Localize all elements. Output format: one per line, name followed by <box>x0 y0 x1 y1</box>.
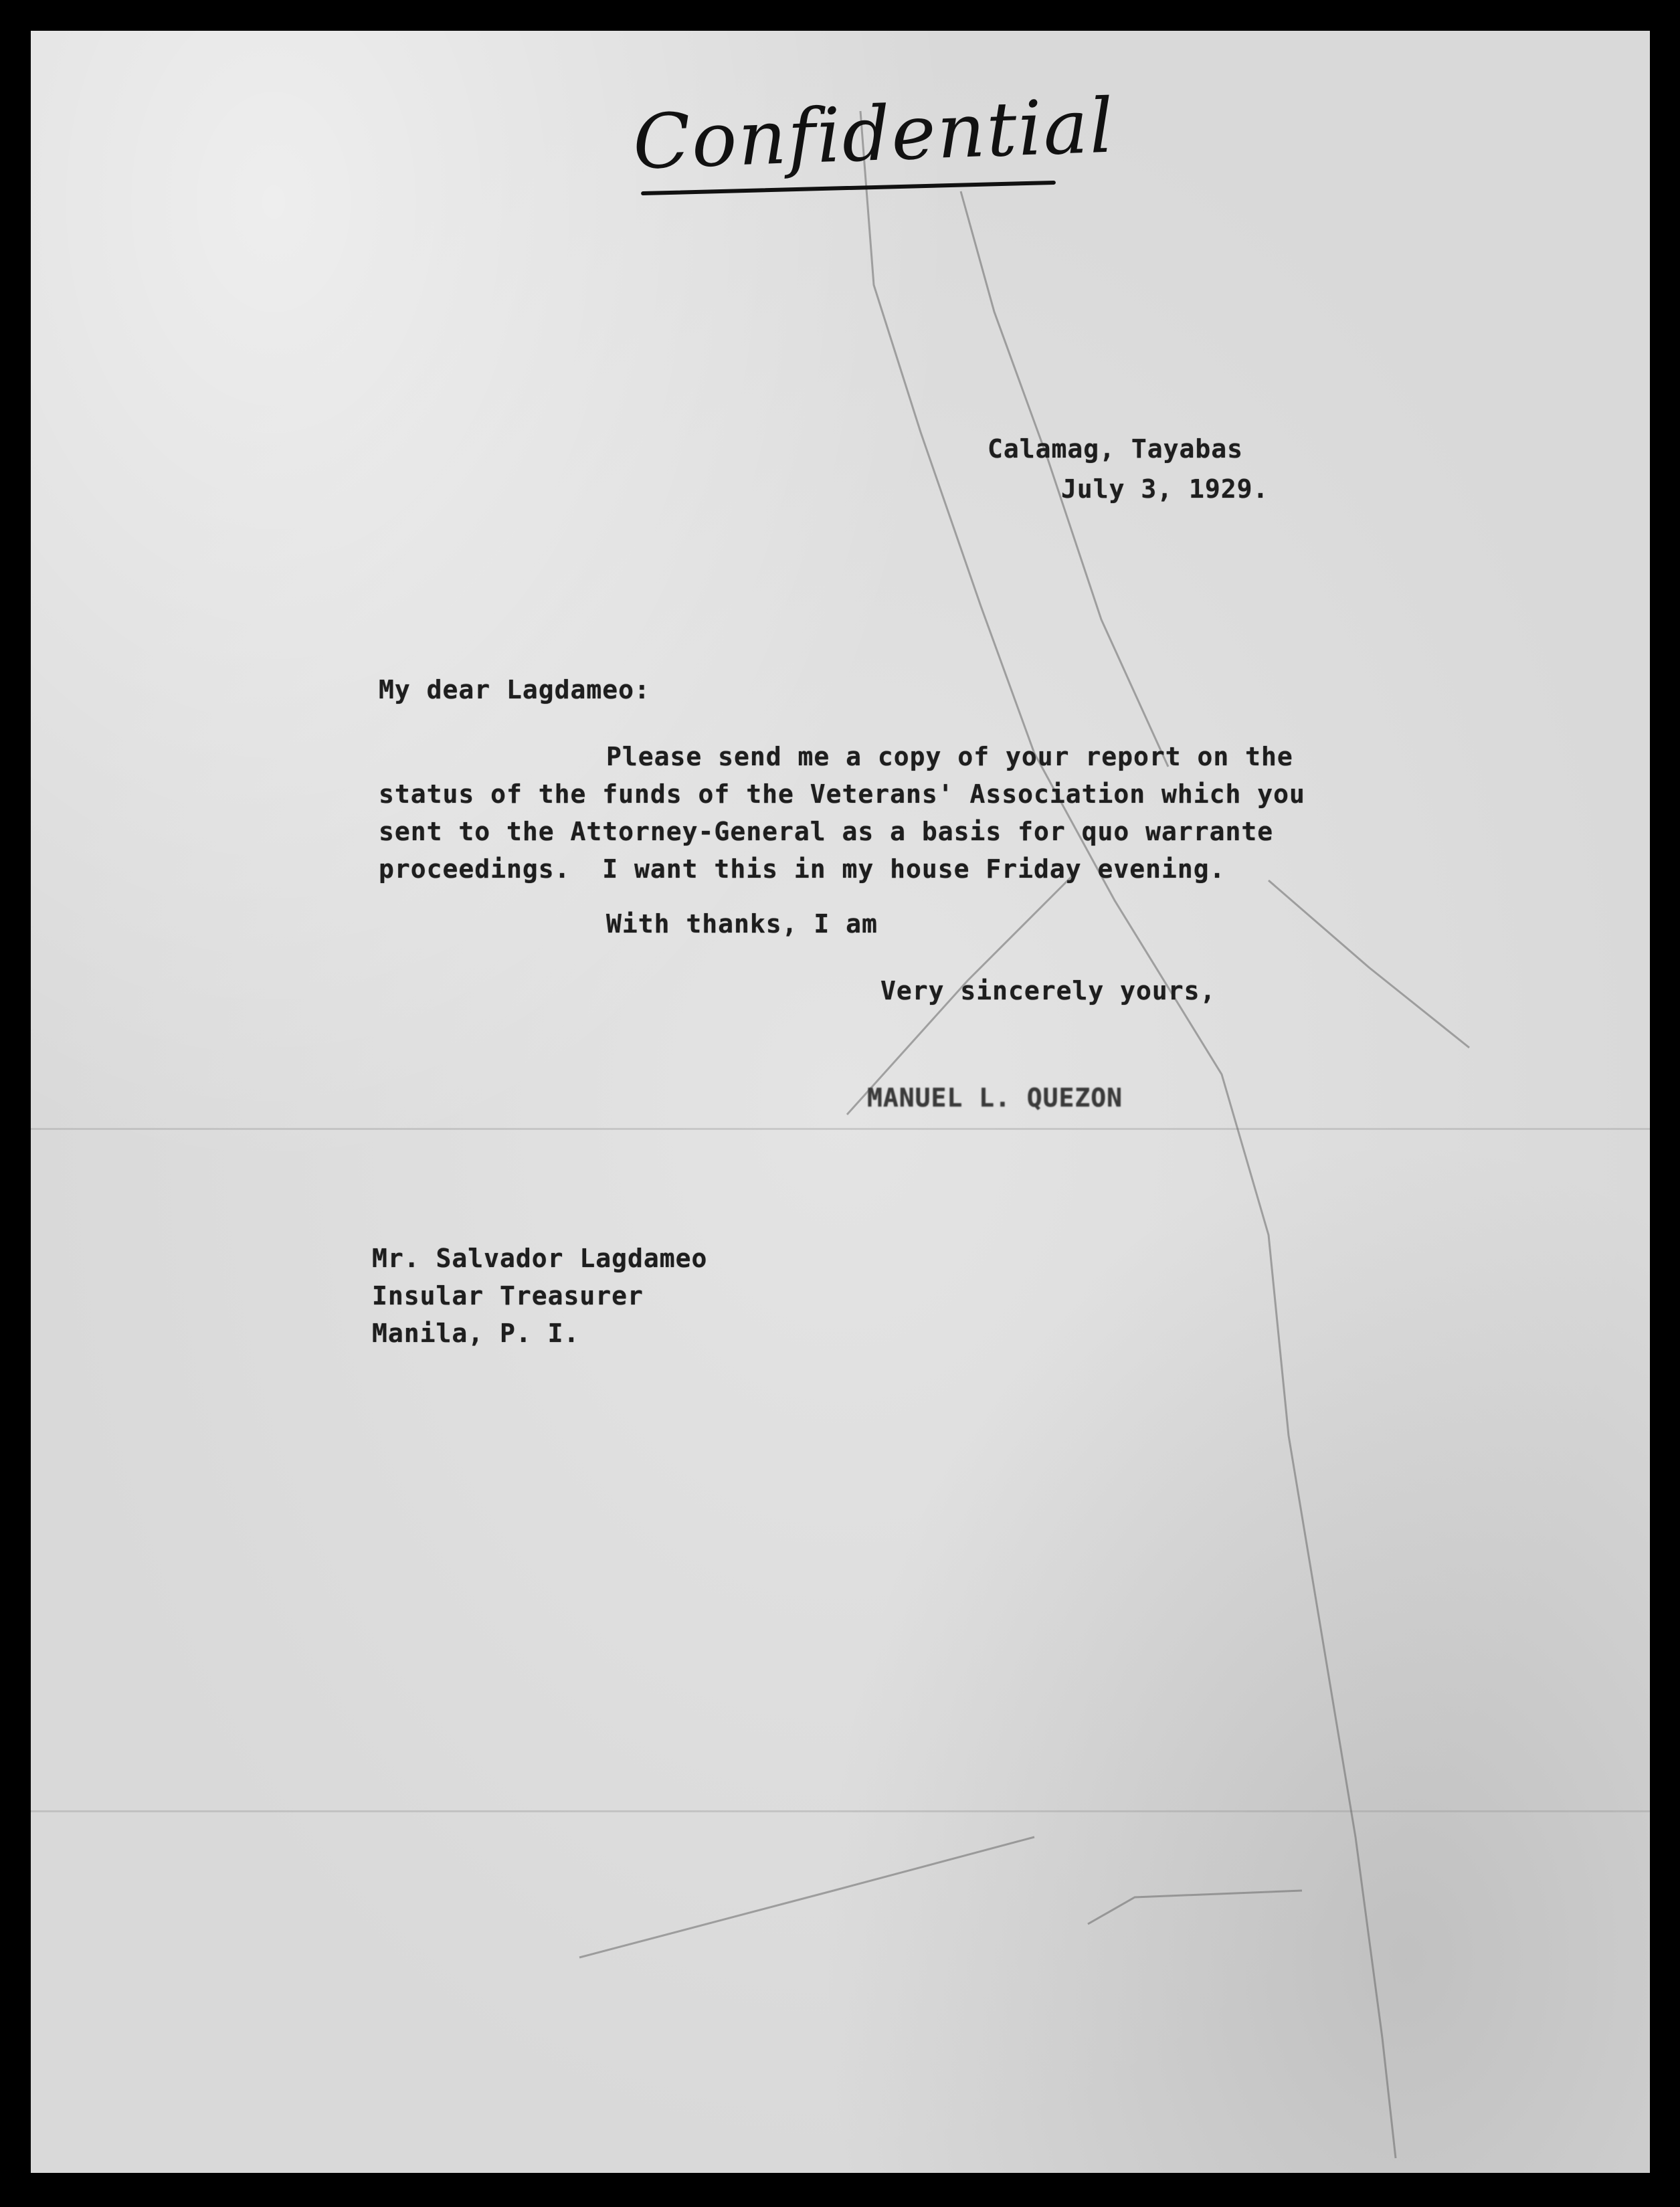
body-line: Please send me a copy of your report on the <box>606 742 1293 771</box>
recipient-name: Mr. Salvador Lagdameo <box>372 1244 708 1273</box>
fold-line <box>31 1810 1650 1812</box>
body-line: proceedings. I want this in my house Friday evening. <box>379 854 1226 884</box>
dateline-place: Calamag, Tayabas <box>988 434 1244 464</box>
paper-crack-lines <box>31 31 1650 2173</box>
complimentary-close: Very sincerely yours, <box>880 976 1216 1005</box>
body-line: status of the funds of the Veterans' Association which you <box>379 779 1305 809</box>
confidential-handwritten-mark: Confidential <box>631 82 1117 187</box>
letter-page <box>31 31 1650 2173</box>
typed-signature: MANUEL L. QUEZON <box>867 1083 1123 1113</box>
fold-line <box>31 1128 1650 1130</box>
recipient-title: Insular Treasurer <box>372 1281 644 1311</box>
salutation: My dear Lagdameo: <box>379 675 650 704</box>
recipient-address: Manila, P. I. <box>372 1319 580 1348</box>
dateline-date: July 3, 1929. <box>1061 474 1269 504</box>
closing-line: With thanks, I am <box>606 909 878 939</box>
body-line: sent to the Attorney-General as a basis for quo warrante <box>379 817 1274 846</box>
